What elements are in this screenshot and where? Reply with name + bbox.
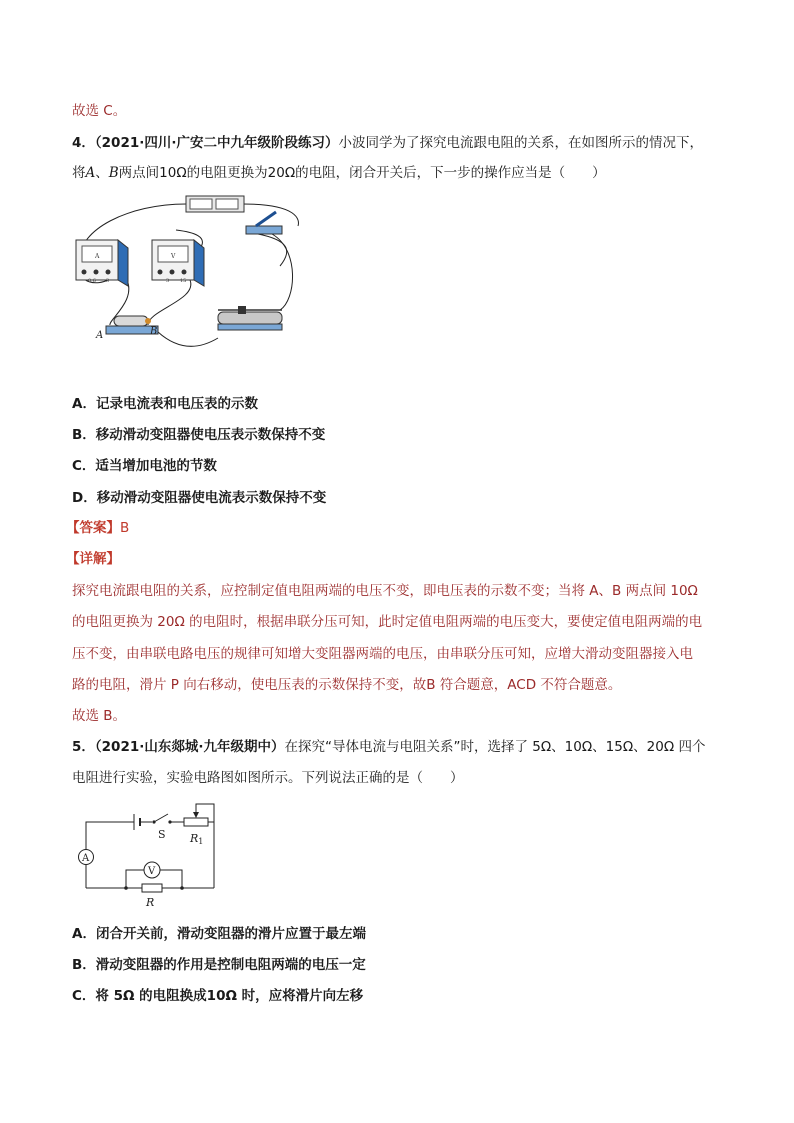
q4-stem-line2: 两点间10Ω的电阻更换为20Ω的电阻，闭合开关后，下一步的操作应当是（ ） <box>118 165 606 181</box>
explanation-line-4: 路的电阻，滑片 P 向右移动，使电压表的示数保持不变，故B 符合题意，ACD 不符合题意。 <box>72 677 622 693</box>
q5-line1 <box>72 737 705 757</box>
voltmeter-face-label: V <box>171 253 176 260</box>
q5-stem-line1: 在探究“导体电流与电阻关系”时，选择了 5Ω、10Ω、15Ω、20Ω 四个 <box>284 739 706 755</box>
q4-stem-line1: 小波同学为了探究电流跟电阻的关系，在如图所示的情况下， <box>338 135 703 151</box>
battery-pack <box>186 196 244 212</box>
voltmeter-device <box>152 240 204 286</box>
q5-source: （2021·山东郯城·九年级期中） <box>94 739 285 755</box>
voltmeter-symbol: V <box>148 866 156 877</box>
explanation-line-2: 的电阻更换为 20Ω 的电阻时，根据串联分压可知，此时定值电阻两端的电压变大，要使定值电阻两端的电 <box>72 614 703 630</box>
switch-label: S <box>158 828 166 841</box>
q5-option-a: A．闭合开关前，滑动变阻器的滑片应置于最左端 <box>72 926 366 942</box>
q4-option-a: A．记录电流表和电压表的示数 <box>72 396 258 412</box>
q4-point-b-text: B <box>108 165 119 181</box>
ammeter-symbol: A <box>82 853 90 864</box>
rheostat-subscript: 1 <box>198 837 204 846</box>
point-a-label: A <box>96 330 104 341</box>
detail-tag: 【详解】 <box>66 551 120 567</box>
q4-line2 <box>72 163 606 183</box>
prev-conclusion: 故选 C。 <box>72 103 127 119</box>
ammeter-device <box>76 240 128 286</box>
q4-answer-line <box>66 518 129 538</box>
rheostat-label <box>189 832 203 846</box>
explanation-line-3: 压不变，由串联电路电压的规律可知增大变阻器两端的电压，由串联分压可知，应增大滑动变阻器接入电 <box>72 646 693 662</box>
voltmeter-term-2: 15 <box>180 278 187 284</box>
q5-number: 5． <box>72 739 95 755</box>
q4-option-b: B．移动滑动变阻器使电压表示数保持不变 <box>72 427 326 443</box>
q4-source: （2021·四川·广安二中九年级阶段练习） <box>94 135 339 151</box>
q5-option-b: B．滑动变阻器的作用是控制电阻两端的电压一定 <box>72 957 366 973</box>
q4-separator: 、 <box>95 165 109 181</box>
q4-number: 4． <box>72 135 95 151</box>
resistor-ab <box>95 316 158 341</box>
ammeter-term-2: 3 <box>106 278 110 284</box>
q5-circuit-diagram <box>74 800 224 912</box>
q5-option-c: C．将 5Ω 的电阻换成10Ω 时，应将滑片向左移 <box>72 988 364 1004</box>
answer-value: B <box>120 520 130 536</box>
ammeter-term-1: 0.6 <box>88 278 96 284</box>
q4-line1 <box>72 133 703 153</box>
rheostat-device <box>218 306 282 330</box>
q5-line2: 电阻进行实验，实验电路图如图所示。下列说法正确的是（ ） <box>72 770 464 786</box>
switch-device <box>246 212 282 234</box>
point-b-label: B <box>150 326 158 337</box>
q4-conclusion: 故选 B。 <box>72 708 127 724</box>
answer-tag: 【答案】 <box>66 520 120 536</box>
voltmeter-term-1: 3 <box>166 278 170 284</box>
rheostat-letter: R <box>190 832 199 845</box>
q4-stem-prefix: 将 <box>72 165 86 181</box>
ammeter-face-label: A <box>95 253 100 260</box>
explanation-line-1: 探究电流跟电阻的关系，应控制定值电阻两端的电压不变，即电压表的示数不变；当将 A、B 两点间 10Ω <box>72 583 698 599</box>
q4-circuit-figure <box>68 190 300 350</box>
resistor-label: R <box>146 896 155 909</box>
q4-detail-line <box>66 549 120 569</box>
q4-point-a-text: A <box>85 165 96 181</box>
q4-option-d: D．移动滑动变阻器使电流表示数保持不变 <box>72 490 327 506</box>
q4-option-c: C．适当增加电池的节数 <box>72 458 217 474</box>
